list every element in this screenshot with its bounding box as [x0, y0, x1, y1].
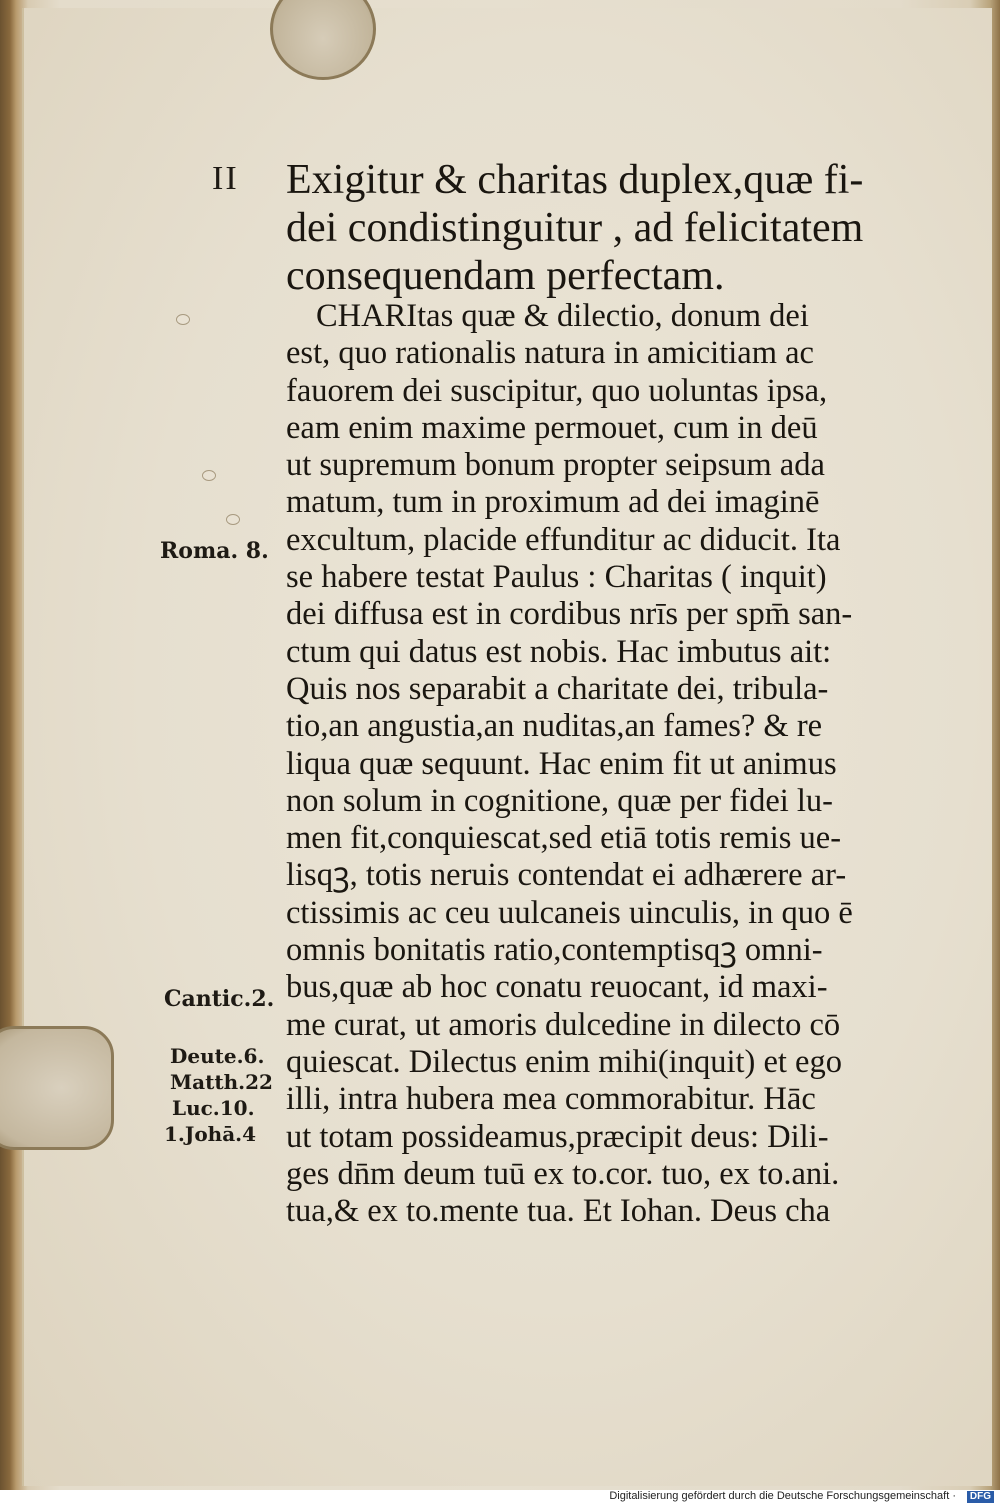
text-line: omnis bonitatis ratio,contemptisqꝫ omni-: [286, 932, 823, 969]
digitization-footer: [0, 1490, 1000, 1506]
margin-note-roma: Roma. 8.: [160, 538, 269, 564]
dfg-logo: DFG: [967, 1491, 994, 1503]
margin-note-cantic: Cantic.2.: [164, 986, 275, 1012]
text-line: men fit,conquiescat,sed etiā totis remis ue-: [286, 820, 842, 857]
text-line: ctissimis ac ceu uulcaneis uinculis, in quo ē: [286, 894, 853, 931]
heading-line: consequendam perfectam.: [286, 253, 725, 299]
text-line: ut supremum bonum propter seipsum ada: [286, 447, 825, 484]
margin-note-deute: Deute.6.: [170, 1044, 265, 1068]
text-line: me curat, ut amoris dulcedine in dilecto cō: [286, 1006, 841, 1043]
text-line: ctum qui datus est nobis. Hac imbutus ait:: [286, 633, 832, 670]
text-line: fauorem dei suscipitur, quo uoluntas ipsa,: [286, 372, 828, 409]
text-line: illi, intra hubera mea commorabitur. Hāc: [286, 1081, 816, 1118]
text-line: est, quo rationalis natura in amicitiam ac: [286, 335, 814, 372]
text-line: liqua quæ sequunt. Hac enim fit ut animus: [286, 745, 837, 782]
text-line: ges dn̄m deum tuū ex to.cor. tuo, ex to.ani.: [286, 1155, 840, 1192]
paper-clip-left: [0, 1026, 114, 1150]
text-line: excultum, placide effunditur ac diducit. Ita: [286, 521, 841, 558]
heading-line: Exigitur & charitas duplex,quæ fi-: [286, 157, 864, 203]
margin-note-joha: 1.Johā.4: [164, 1122, 257, 1146]
binding-hole: [176, 314, 190, 325]
text-line: CHARItas quæ & dilectio, donum dei: [316, 298, 809, 334]
text-line: Quis nos separabit a charitate dei, tribula-: [286, 670, 829, 707]
text-line: tio,an angustia,an nuditas,an fames? & re: [286, 708, 823, 745]
margin-note-matth: Matth.22: [170, 1070, 273, 1094]
text-line: lisqꝫ, totis neruis contendat ei adhærere ar-: [286, 857, 847, 894]
text-line: matum, tum in proximum ad dei imaginē: [286, 484, 820, 521]
text-line: tua,& ex to.mente tua. Et Iohan. Deus cha: [286, 1193, 831, 1230]
page-number: II: [212, 160, 239, 197]
text-line: bus,quæ ab hoc conatu reuocant, id maxi-: [286, 969, 828, 1006]
text-line: quiescat. Dilectus enim mihi(inquit) et ego: [286, 1043, 842, 1080]
binding-hole: [226, 514, 240, 525]
text-line: se habere testat Paulus : Charitas ( inquit): [286, 559, 827, 596]
paper-clip-top: [270, 0, 376, 80]
funding-credit: Digitalisierung gefördert durch die Deutsche Forschungsgemeinschaft ·: [609, 1490, 956, 1502]
text-line: non solum in cognitione, quæ per fidei lu-: [286, 782, 834, 819]
body-text: [286, 298, 906, 1230]
margin-note-luc: Luc.10.: [172, 1096, 255, 1120]
heading-line: dei condistinguitur , ad felicitatem: [286, 205, 864, 251]
chapter-heading: [286, 156, 886, 300]
text-line: dei diffusa est in cordibus nrīs per spm̄ san-: [286, 596, 853, 633]
binding-hole: [202, 470, 216, 481]
text-line: ut totam possideamus,præcipit deus: Dili-: [286, 1118, 829, 1155]
text-line: eam enim maxime permouet, cum in deū: [286, 409, 818, 446]
